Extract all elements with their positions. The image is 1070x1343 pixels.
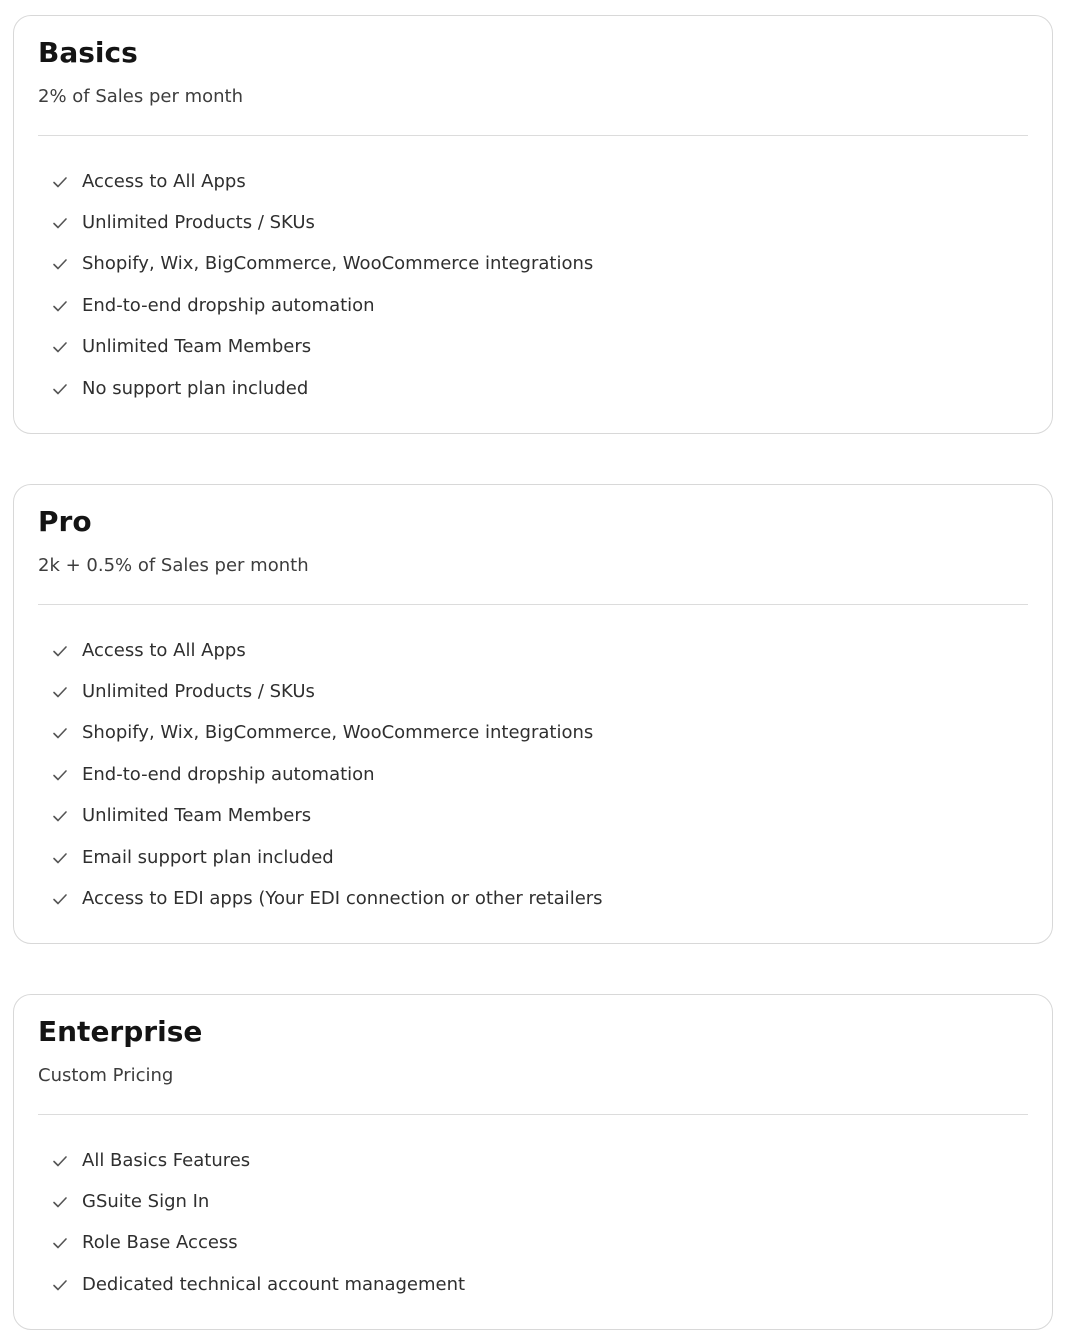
feature-item xyxy=(52,1181,465,1222)
check-icon xyxy=(52,215,68,231)
feature-item xyxy=(52,1264,465,1305)
check-icon xyxy=(52,684,68,700)
feature-list xyxy=(52,161,593,409)
feature-list xyxy=(52,630,603,920)
plan-price: 2k + 0.5% of Sales per month xyxy=(38,555,309,576)
check-icon xyxy=(52,256,68,272)
feature-item xyxy=(52,161,593,202)
check-icon xyxy=(52,1194,68,1210)
feature-item xyxy=(52,285,593,326)
plan-price: 2% of Sales per month xyxy=(38,86,244,107)
feature-item xyxy=(52,796,603,837)
feature-label: Unlimited Products / SKUs xyxy=(82,681,315,703)
feature-list xyxy=(52,1140,465,1306)
feature-label: Access to EDI apps (Your EDI connection or other retailers xyxy=(82,888,603,910)
plan-name: Basics xyxy=(38,36,138,69)
feature-label: Unlimited Team Members xyxy=(82,805,312,827)
feature-item xyxy=(52,878,603,919)
plan-card-basics xyxy=(13,15,1053,434)
feature-label: End-to-end dropship automation xyxy=(82,294,375,316)
feature-label: Unlimited Team Members xyxy=(82,336,312,358)
plan-card-pro xyxy=(13,484,1053,944)
feature-item xyxy=(52,671,603,712)
feature-item xyxy=(52,630,603,671)
check-icon xyxy=(52,850,68,866)
feature-label: Dedicated technical account management xyxy=(82,1273,466,1295)
divider xyxy=(38,135,1028,136)
plan-card-enterprise xyxy=(13,994,1053,1330)
feature-item xyxy=(52,1140,465,1181)
feature-label: Access to All Apps xyxy=(82,170,246,192)
feature-label: Role Base Access xyxy=(82,1232,238,1254)
feature-label: GSuite Sign In xyxy=(82,1191,210,1213)
feature-label: End-to-end dropship automation xyxy=(82,763,375,785)
check-icon xyxy=(52,891,68,907)
plan-price: Custom Pricing xyxy=(38,1065,174,1086)
feature-item xyxy=(52,368,593,409)
feature-label: Unlimited Products / SKUs xyxy=(82,212,315,234)
feature-label: Shopify, Wix, BigCommerce, WooCommerce integrations xyxy=(82,253,594,275)
feature-label: Email support plan included xyxy=(82,846,334,868)
feature-item xyxy=(52,754,603,795)
divider xyxy=(38,604,1028,605)
check-icon xyxy=(52,1277,68,1293)
check-icon xyxy=(52,1153,68,1169)
check-icon xyxy=(52,808,68,824)
check-icon xyxy=(52,725,68,741)
feature-item xyxy=(52,202,593,243)
feature-label: Shopify, Wix, BigCommerce, WooCommerce integrations xyxy=(82,722,594,744)
feature-item xyxy=(52,713,603,754)
feature-label: No support plan included xyxy=(82,377,309,399)
check-icon xyxy=(52,381,68,397)
feature-label: All Basics Features xyxy=(82,1149,251,1171)
feature-item xyxy=(52,327,593,368)
check-icon xyxy=(52,643,68,659)
check-icon xyxy=(52,174,68,190)
plan-name: Pro xyxy=(38,505,92,538)
check-icon xyxy=(52,339,68,355)
divider xyxy=(38,1114,1028,1115)
plan-name: Enterprise xyxy=(38,1015,203,1048)
feature-item xyxy=(52,837,603,878)
check-icon xyxy=(52,1235,68,1251)
feature-item xyxy=(52,244,593,285)
feature-item xyxy=(52,1223,465,1264)
check-icon xyxy=(52,767,68,783)
check-icon xyxy=(52,298,68,314)
feature-label: Access to All Apps xyxy=(82,639,246,661)
